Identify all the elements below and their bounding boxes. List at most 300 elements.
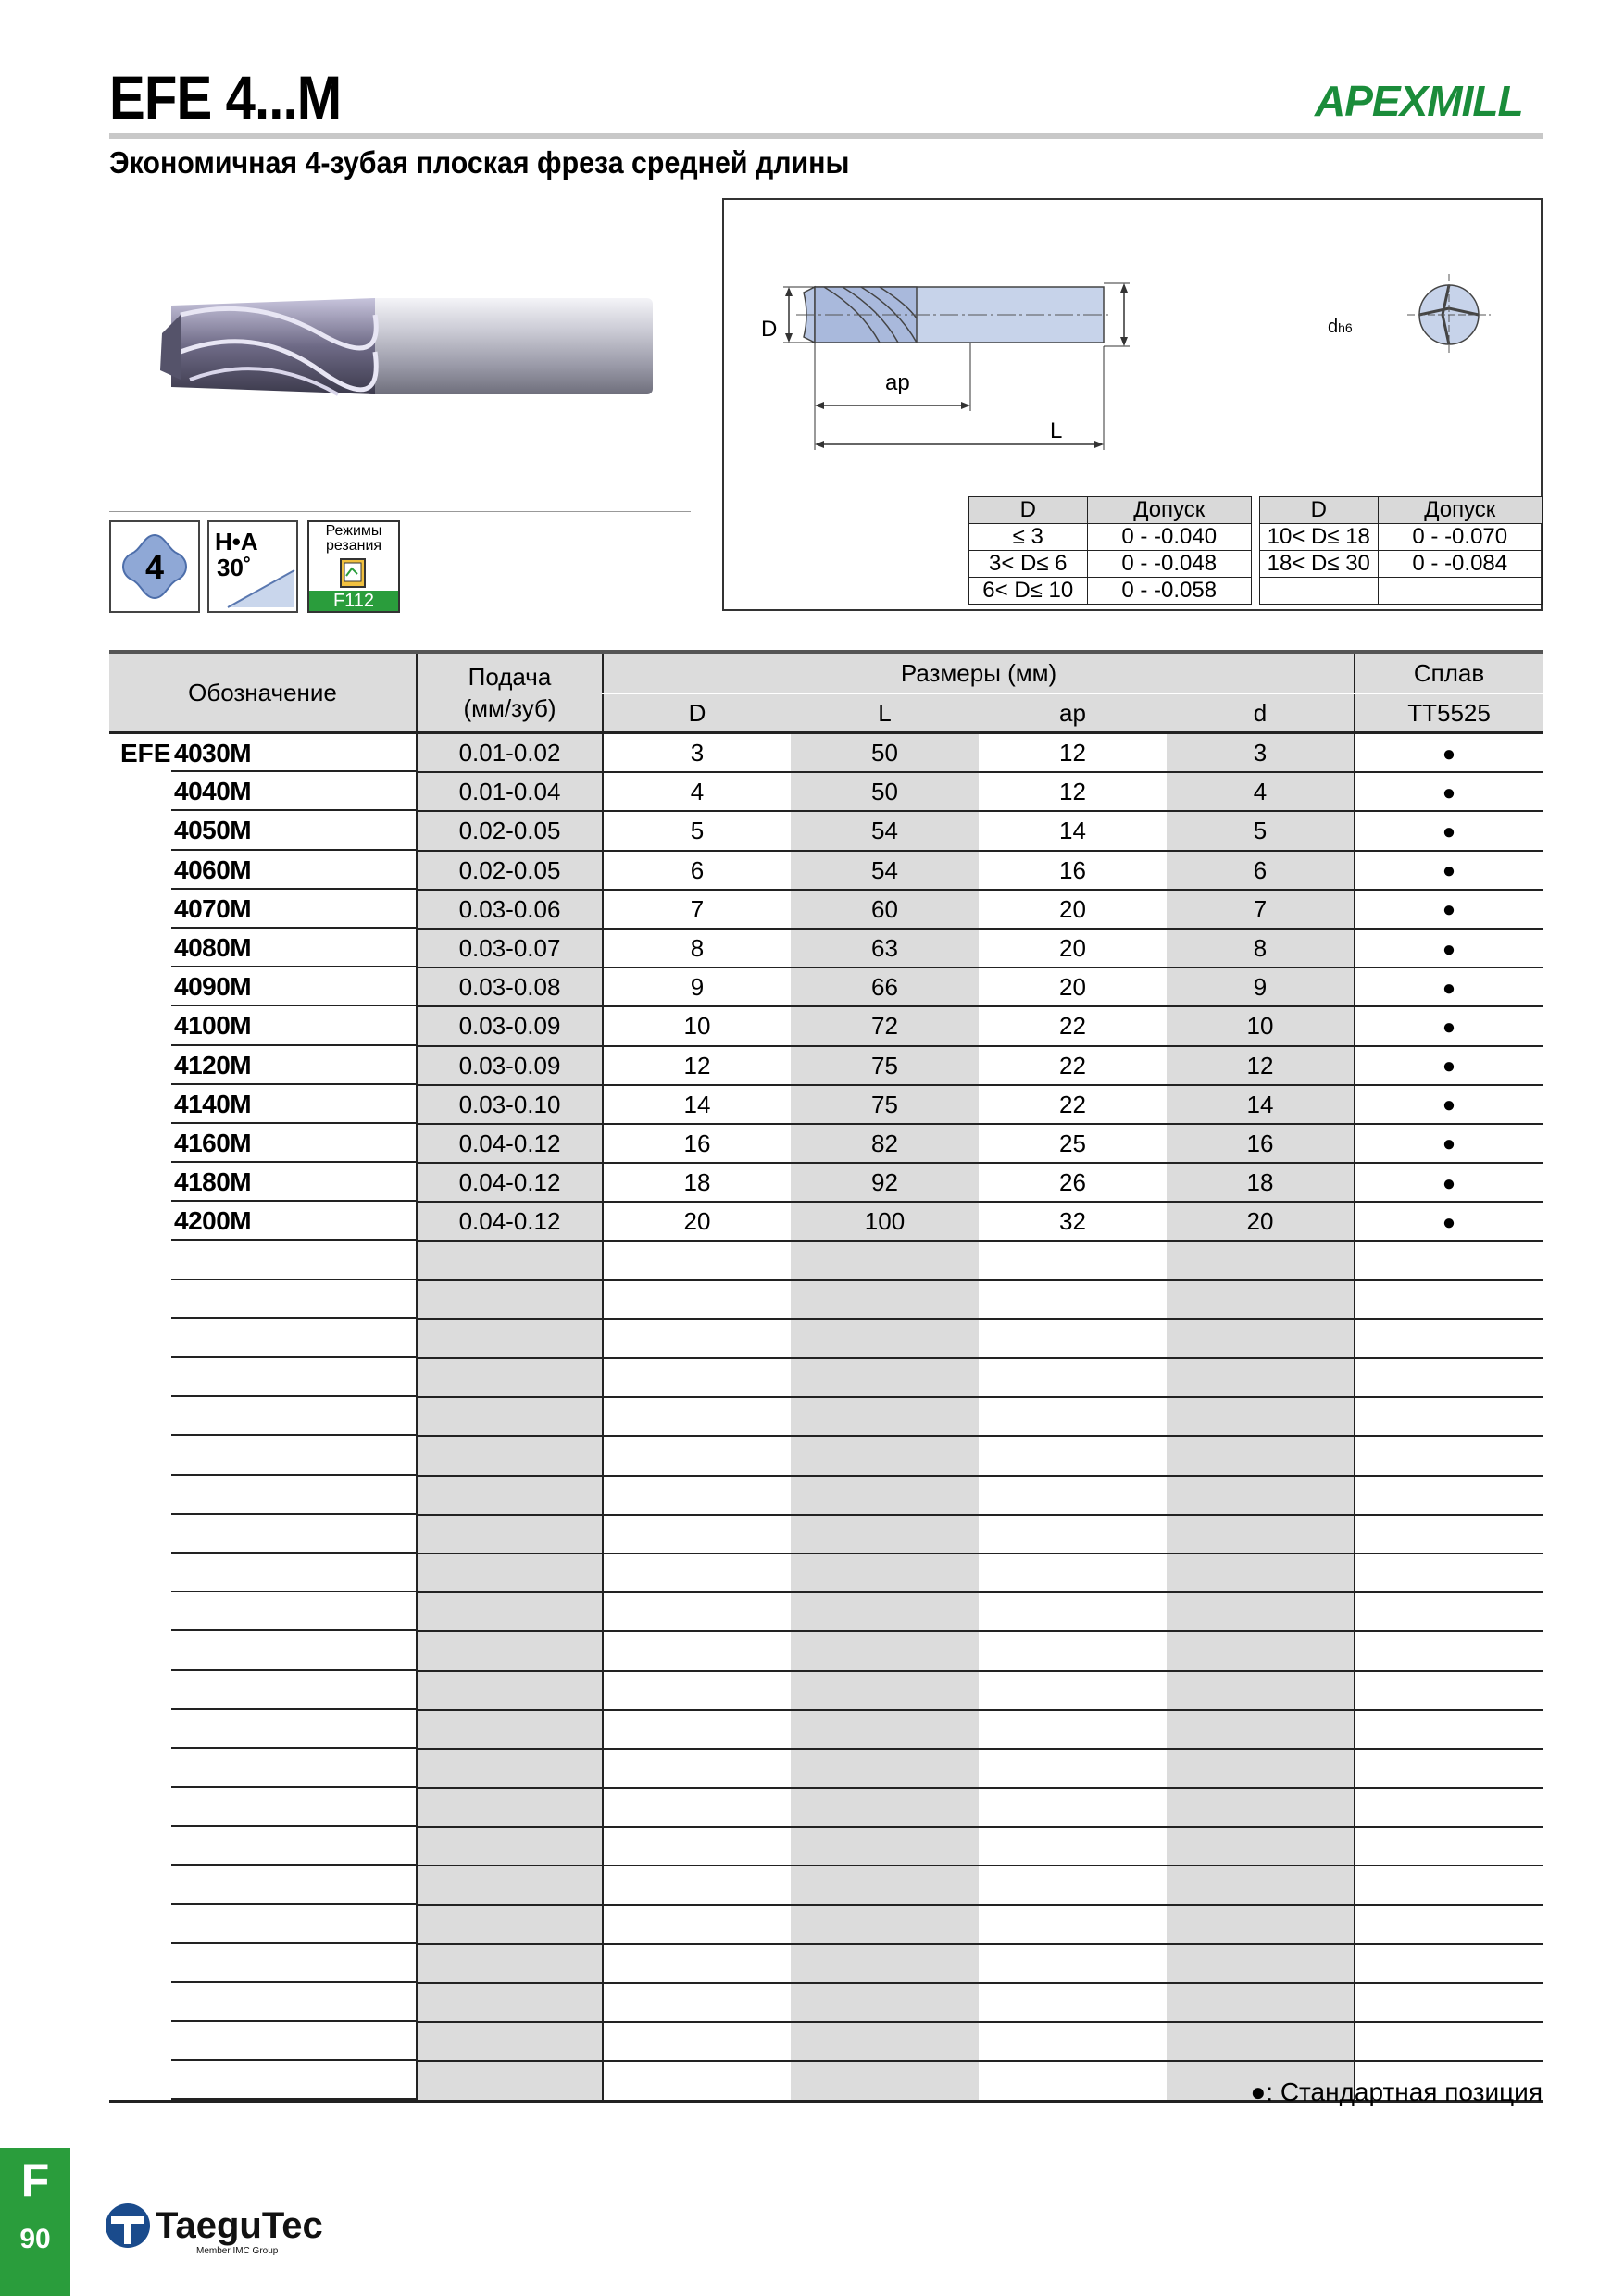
ap-cell: [979, 1983, 1167, 2022]
alloy-cell: [1355, 1046, 1543, 1085]
tol-right-header-D: D: [1260, 497, 1379, 524]
designation-cell: [109, 1358, 417, 1397]
designation-cell: [109, 733, 417, 773]
d-cell: [1167, 1827, 1355, 1866]
D-cell: 6: [603, 851, 791, 890]
tol-right-value: 0 - -0.084: [1378, 551, 1542, 578]
tol-left-value: 0 - -0.048: [1087, 551, 1252, 578]
alloy-cell: [1355, 967, 1543, 1006]
ap-cell: [979, 1631, 1167, 1670]
feed-cell: [417, 1358, 603, 1397]
feed-cell: 0.01-0.04: [417, 772, 603, 811]
L-cell: [791, 1476, 979, 1515]
L-cell: [791, 1554, 979, 1592]
L-cell: 54: [791, 811, 979, 850]
alloy-cell: [1355, 1241, 1543, 1279]
d-cell: 16: [1167, 1124, 1355, 1163]
L-cell: [791, 1436, 979, 1475]
tol-left-header-D: D: [969, 497, 1088, 524]
alloy-cell: [1355, 1749, 1543, 1788]
label-dh6-d: d: [1328, 317, 1339, 337]
brand-subtitle: Member IMC Group: [196, 2246, 279, 2256]
header-dimensions: Размеры (мм): [603, 652, 1355, 693]
standard-item-dot: ●: [1442, 897, 1456, 923]
table-row-empty: [109, 1436, 1543, 1475]
standard-item-dot: ●: [1442, 780, 1456, 805]
cond-label: Режимы резания: [325, 523, 382, 554]
ap-cell: 16: [979, 851, 1167, 890]
designation-code: 4140M: [174, 1089, 252, 1118]
feed-cell: 0.04-0.12: [417, 1124, 603, 1163]
L-cell: [791, 1631, 979, 1670]
ap-cell: [979, 1671, 1167, 1710]
L-cell: 63: [791, 929, 979, 967]
feed-cell: 0.03-0.09: [417, 1046, 603, 1085]
d-cell: [1167, 1515, 1355, 1554]
d-cell: [1167, 1476, 1355, 1515]
label-dh6-tol: h6: [1338, 320, 1353, 335]
ap-cell: [979, 1476, 1167, 1515]
alloy-cell: [1355, 1944, 1543, 1983]
D-cell: 4: [603, 772, 791, 811]
header-designation: Обозначение: [109, 652, 417, 733]
tolerance-table-right: [1259, 496, 1543, 605]
designation-cell: [109, 929, 417, 967]
designation-code: 4060M: [174, 855, 252, 884]
standard-item-dot: ●: [1442, 818, 1456, 844]
d-cell: [1167, 1397, 1355, 1436]
photo-rule: [109, 511, 691, 512]
feed-cell: [417, 1827, 603, 1866]
L-cell: [791, 1866, 979, 1904]
feed-cell: [417, 1671, 603, 1710]
ap-cell: 25: [979, 1124, 1167, 1163]
designation-code: 4120M: [174, 1050, 252, 1079]
table-row-empty: [109, 1710, 1543, 1749]
table-row: [109, 1202, 1543, 1241]
alloy-cell: [1355, 1280, 1543, 1319]
alloy-cell: [1355, 1671, 1543, 1710]
D-cell: [603, 1710, 791, 1749]
section-letter: F: [20, 2154, 50, 2206]
table-row-empty: [109, 2022, 1543, 2061]
D-cell: [603, 1436, 791, 1475]
D-cell: [603, 1241, 791, 1279]
table-row: [109, 1085, 1543, 1124]
taegutec-logo-icon: [104, 2200, 150, 2252]
ap-cell: [979, 1241, 1167, 1279]
L-cell: 50: [791, 772, 979, 811]
header-d: d: [1167, 693, 1355, 733]
L-cell: [791, 2022, 979, 2061]
table-row: [109, 929, 1543, 967]
table-row: [109, 1124, 1543, 1163]
D-cell: [603, 1631, 791, 1670]
table-row-empty: [109, 1476, 1543, 1515]
table-row: [109, 1006, 1543, 1045]
table-row: [109, 811, 1543, 850]
D-cell: [603, 1827, 791, 1866]
standard-item-dot: ●: [1442, 1209, 1456, 1235]
L-cell: 82: [791, 1124, 979, 1163]
designation-cell: [109, 1280, 417, 1319]
alloy-cell: [1355, 811, 1543, 850]
feed-cell: 0.01-0.02: [417, 733, 603, 773]
ap-cell: 32: [979, 1202, 1167, 1241]
tolerance-table-left: [968, 496, 1252, 605]
designation-cell: [109, 772, 417, 811]
alloy-cell: [1355, 1436, 1543, 1475]
alloy-cell: [1355, 929, 1543, 967]
alloy-cell: [1355, 1827, 1543, 1866]
alloy-cell: [1355, 1631, 1543, 1670]
table-row-empty: [109, 1280, 1543, 1319]
table-row-empty: [109, 1515, 1543, 1554]
L-cell: [791, 1280, 979, 1319]
cutting-conditions-icon: [307, 520, 400, 613]
ap-cell: [979, 1397, 1167, 1436]
designation-cell: [109, 1710, 417, 1749]
alloy-cell: [1355, 1710, 1543, 1749]
L-cell: [791, 1983, 979, 2022]
table-row-empty: [109, 1241, 1543, 1279]
L-cell: [791, 2061, 979, 2101]
label-D: D: [761, 317, 778, 342]
D-cell: 7: [603, 890, 791, 929]
ap-cell: [979, 1515, 1167, 1554]
D-cell: [603, 1554, 791, 1592]
L-cell: 60: [791, 890, 979, 929]
d-cell: 4: [1167, 772, 1355, 811]
page-number: 90: [19, 2224, 51, 2254]
ap-cell: [979, 2022, 1167, 2061]
feed-cell: [417, 1515, 603, 1554]
page-subtitle: Экономичная 4-зубая плоская фреза средней длины: [109, 145, 850, 180]
D-cell: 10: [603, 1006, 791, 1045]
d-cell: [1167, 1358, 1355, 1397]
designation-code: 4080M: [174, 933, 252, 963]
logo-part-a: APEX: [1315, 77, 1428, 125]
tol-right-value: 0 - -0.070: [1378, 524, 1542, 551]
table-row: [109, 1046, 1543, 1085]
ap-cell: 12: [979, 772, 1167, 811]
L-cell: [791, 1515, 979, 1554]
ap-cell: 12: [979, 733, 1167, 773]
designation-cell: [109, 1983, 417, 2022]
designation-code: 4090M: [174, 972, 252, 1002]
alloy-cell: [1355, 1397, 1543, 1436]
alloy-cell: [1355, 1554, 1543, 1592]
feed-cell: 0.04-0.12: [417, 1163, 603, 1202]
d-cell: [1167, 1788, 1355, 1827]
alloy-cell: [1355, 733, 1543, 773]
designation-cell: [109, 967, 417, 1006]
ap-cell: 20: [979, 929, 1167, 967]
designation-cell: [109, 851, 417, 890]
d-cell: [1167, 1749, 1355, 1788]
ap-cell: 22: [979, 1046, 1167, 1085]
table-row: [109, 890, 1543, 929]
table-row-empty: [109, 1358, 1543, 1397]
tol-left-value: 0 - -0.058: [1087, 578, 1252, 605]
L-cell: [791, 1592, 979, 1631]
d-cell: [1167, 2022, 1355, 2061]
d-cell: [1167, 1710, 1355, 1749]
D-cell: 18: [603, 1163, 791, 1202]
standard-item-dot: ●: [1442, 858, 1456, 884]
d-cell: 18: [1167, 1163, 1355, 1202]
table-row-empty: [109, 1319, 1543, 1358]
feed-cell: 0.03-0.08: [417, 967, 603, 1006]
table-row: [109, 1163, 1543, 1202]
D-cell: 5: [603, 811, 791, 850]
designation-code: 4030M: [174, 738, 252, 767]
helix-angle: 30˚: [217, 554, 252, 581]
header-feed: [417, 652, 603, 733]
L-cell: 54: [791, 851, 979, 890]
standard-item-dot: ●: [1442, 1131, 1456, 1157]
ap-cell: [979, 1436, 1167, 1475]
dimension-drawing: [722, 198, 1543, 494]
alloy-cell: [1355, 1358, 1543, 1397]
feed-cell: [417, 1592, 603, 1631]
tol-left-range: 6< D≤ 10: [969, 578, 1088, 605]
section-tab: [0, 2148, 70, 2296]
alloy-cell: [1355, 1788, 1543, 1827]
tol-right-header-tol: Допуск: [1378, 497, 1542, 524]
D-cell: [603, 1749, 791, 1788]
L-cell: 75: [791, 1046, 979, 1085]
apexmill-logo: [1315, 76, 1523, 126]
D-cell: 9: [603, 967, 791, 1006]
L-cell: [791, 1358, 979, 1397]
d-cell: 3: [1167, 733, 1355, 773]
designation-cell: [109, 1671, 417, 1710]
designation-prefix: EFE: [120, 738, 171, 767]
ap-cell: [979, 1710, 1167, 1749]
feed-cell: [417, 1749, 603, 1788]
L-cell: 66: [791, 967, 979, 1006]
d-cell: 10: [1167, 1006, 1355, 1045]
alloy-cell: [1355, 1476, 1543, 1515]
D-cell: 14: [603, 1085, 791, 1124]
designation-cell: [109, 1436, 417, 1475]
table-row-empty: [109, 1827, 1543, 1866]
d-cell: [1167, 1436, 1355, 1475]
d-cell: 9: [1167, 967, 1355, 1006]
L-cell: [791, 1905, 979, 1944]
table-row: [109, 772, 1543, 811]
D-cell: [603, 1515, 791, 1554]
d-cell: [1167, 1671, 1355, 1710]
standard-item-dot: ●: [1442, 975, 1456, 1001]
designation-cell: [109, 1046, 417, 1085]
brand-name: TaeguTec: [156, 2205, 323, 2246]
ap-cell: [979, 1358, 1167, 1397]
L-cell: [791, 1749, 979, 1788]
label-dh6: [1328, 317, 1353, 338]
feed-cell: 0.03-0.10: [417, 1085, 603, 1124]
d-cell: [1167, 1905, 1355, 1944]
L-cell: [791, 1788, 979, 1827]
table-row-empty: [109, 1788, 1543, 1827]
table-row-empty: [109, 1631, 1543, 1670]
feed-cell: [417, 1436, 603, 1475]
table-row-empty: [109, 1397, 1543, 1436]
alloy-cell: [1355, 1202, 1543, 1241]
feed-cell: 0.03-0.06: [417, 890, 603, 929]
D-cell: 16: [603, 1124, 791, 1163]
alloy-cell: [1355, 1905, 1543, 1944]
designation-cell: [109, 1085, 417, 1124]
alloy-cell: [1355, 1866, 1543, 1904]
table-row: [109, 733, 1543, 773]
standard-item-dot: ●: [1442, 936, 1456, 962]
d-cell: 8: [1167, 929, 1355, 967]
designation-code: 4200M: [174, 1206, 252, 1236]
designation-cell: [109, 1788, 417, 1827]
tol-left-range: 3< D≤ 6: [969, 551, 1088, 578]
designation-cell: [109, 1944, 417, 1983]
d-cell: 5: [1167, 811, 1355, 850]
helix-angle-icon: [207, 520, 298, 613]
helix-label: H•A: [215, 528, 258, 555]
designation-cell: [109, 1163, 417, 1202]
d-cell: [1167, 1319, 1355, 1358]
ap-cell: 22: [979, 1006, 1167, 1045]
alloy-cell: [1355, 1592, 1543, 1631]
D-cell: [603, 1592, 791, 1631]
header-D: D: [603, 693, 791, 733]
L-cell: [791, 1671, 979, 1710]
cond-page: F112: [309, 591, 398, 611]
ap-cell: [979, 1944, 1167, 1983]
feed-cell: [417, 1554, 603, 1592]
feed-cell: [417, 1280, 603, 1319]
header-alloy: Сплав: [1355, 652, 1543, 693]
feed-cell: [417, 1905, 603, 1944]
designation-cell: [109, 1592, 417, 1631]
designation-cell: [109, 2022, 417, 2061]
feed-cell: [417, 2061, 603, 2101]
designation-code: 4100M: [174, 1011, 252, 1041]
ap-cell: [979, 1905, 1167, 1944]
L-cell: 72: [791, 1006, 979, 1045]
alloy-cell: [1355, 772, 1543, 811]
feed-cell: 0.02-0.05: [417, 851, 603, 890]
alloy-cell: [1355, 1124, 1543, 1163]
d-cell: 6: [1167, 851, 1355, 890]
ap-cell: [979, 1788, 1167, 1827]
standard-item-dot: ●: [1442, 1014, 1456, 1040]
standard-item-dot: ●: [1442, 1054, 1456, 1079]
d-cell: 14: [1167, 1085, 1355, 1124]
designation-cell: [109, 1866, 417, 1904]
feed-cell: [417, 1476, 603, 1515]
page-title: EFE 4...M: [109, 63, 342, 131]
d-cell: 7: [1167, 890, 1355, 929]
d-cell: [1167, 1983, 1355, 2022]
standard-item-dot: ●: [1442, 1170, 1456, 1196]
flute-count: 4: [144, 548, 165, 586]
feed-cell: [417, 1866, 603, 1904]
table-row: [109, 967, 1543, 1006]
designation-cell: [109, 1515, 417, 1554]
ap-cell: 14: [979, 811, 1167, 850]
designation-cell: [109, 890, 417, 929]
designation-code: 4050M: [174, 816, 252, 845]
alloy-cell: [1355, 890, 1543, 929]
designation-cell: [109, 2061, 417, 2101]
tol-left-range: ≤ 3: [969, 524, 1088, 551]
ap-cell: [979, 1592, 1167, 1631]
d-cell: [1167, 1280, 1355, 1319]
ap-cell: 20: [979, 890, 1167, 929]
ap-cell: [979, 2061, 1167, 2101]
L-cell: [791, 1319, 979, 1358]
table-row-empty: [109, 1592, 1543, 1631]
ap-cell: [979, 1866, 1167, 1904]
table-row-empty: [109, 1944, 1543, 1983]
feed-cell: [417, 1631, 603, 1670]
d-cell: [1167, 1241, 1355, 1279]
ap-cell: [979, 1554, 1167, 1592]
D-cell: [603, 1358, 791, 1397]
alloy-cell: [1355, 1319, 1543, 1358]
alloy-cell: [1355, 1006, 1543, 1045]
D-cell: [603, 1788, 791, 1827]
designation-cell: [109, 1397, 417, 1436]
L-cell: [791, 1827, 979, 1866]
label-ap: ap: [885, 370, 910, 395]
feed-cell: [417, 1319, 603, 1358]
feed-cell: 0.03-0.07: [417, 929, 603, 967]
designation-cell: [109, 1241, 417, 1279]
designation-code: 4040M: [174, 777, 252, 806]
ap-cell: 26: [979, 1163, 1167, 1202]
designation-cell: [109, 1554, 417, 1592]
d-cell: [1167, 1866, 1355, 1904]
L-cell: [791, 1241, 979, 1279]
D-cell: [603, 1944, 791, 1983]
table-row-empty: [109, 1749, 1543, 1788]
d-cell: [1167, 1554, 1355, 1592]
designation-cell: [109, 1631, 417, 1670]
designation-cell: [109, 1827, 417, 1866]
alloy-cell: [1355, 851, 1543, 890]
standard-item-dot: ●: [1442, 741, 1456, 767]
table-row-empty: [109, 1905, 1543, 1944]
D-cell: [603, 1671, 791, 1710]
alloy-cell: [1355, 1163, 1543, 1202]
tol-left-header-tol: Допуск: [1087, 497, 1252, 524]
designation-cell: [109, 1006, 417, 1045]
feed-cell: [417, 1788, 603, 1827]
legend-standard-item: ●: Стандартная позиция: [1250, 2078, 1543, 2106]
d-cell: 20: [1167, 1202, 1355, 1241]
D-cell: [603, 1397, 791, 1436]
ap-cell: [979, 1280, 1167, 1319]
D-cell: [603, 1983, 791, 2022]
table-row-empty: [109, 1671, 1543, 1710]
designation-cell: [109, 1319, 417, 1358]
product-table: [109, 650, 1543, 2103]
designation-cell: [109, 811, 417, 850]
designation-cell: [109, 1749, 417, 1788]
ap-cell: [979, 1827, 1167, 1866]
header-feed-line2: (мм/зуб): [463, 694, 556, 722]
feed-cell: 0.02-0.05: [417, 811, 603, 850]
